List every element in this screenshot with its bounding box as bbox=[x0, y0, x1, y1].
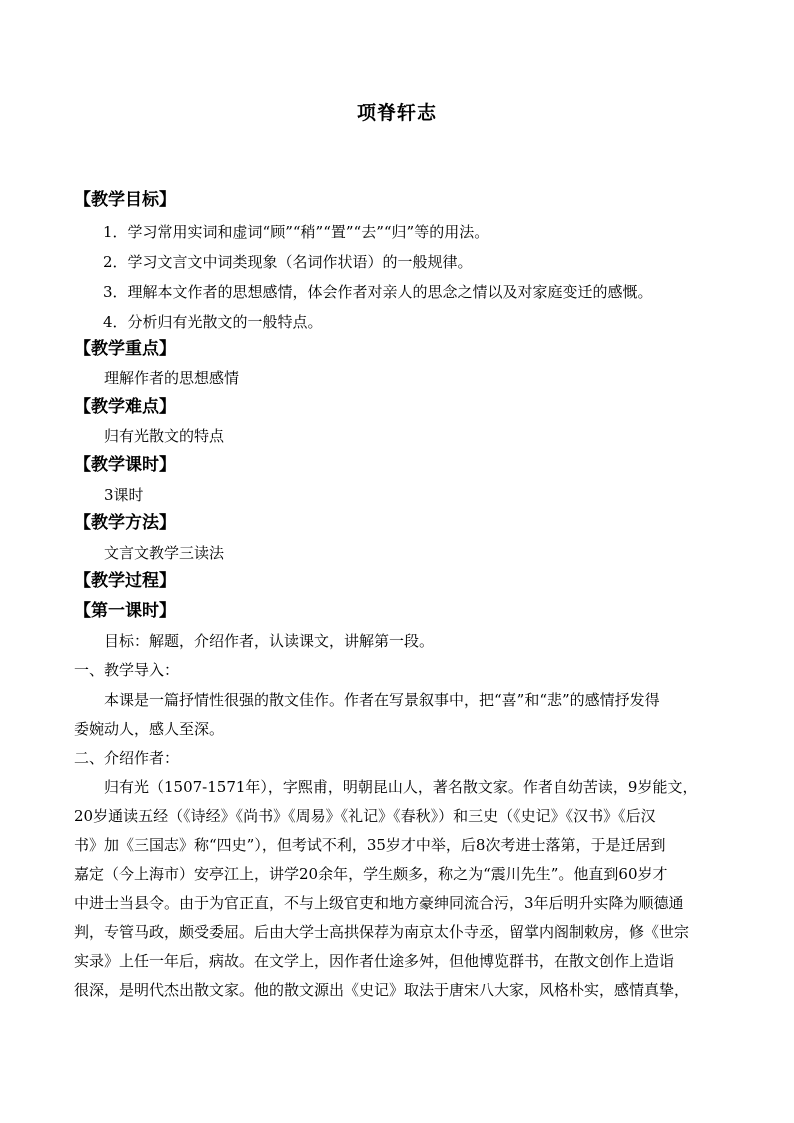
goal-item: 3．理解本文作者的思想感情，体会作者对亲人的思念之情以及对家庭变迁的感慨。 bbox=[103, 283, 653, 301]
author-line: 20岁通读五经（《诗经》《尚书》《周易》《礼记》《春秋》）和三史（《史记》《汉书》《后汉 bbox=[74, 807, 656, 825]
heading-class-hours: 【教学课时】 bbox=[74, 455, 176, 475]
author-line: 实录》上任一年后，病故。在文学上，因作者仕途多舛，但他博览群书，在散文创作上造诣 bbox=[74, 952, 675, 970]
goal-item: 4．分析归有光散文的一般特点。 bbox=[103, 313, 323, 331]
heading-lesson-intro: 一、教学导入： bbox=[74, 661, 180, 679]
page-title: 项脊轩志 bbox=[356, 102, 437, 124]
teaching-method-text: 文言文教学三读法 bbox=[104, 544, 225, 562]
teaching-focus-text: 理解作者的思想感情 bbox=[104, 369, 240, 387]
heading-teaching-process: 【教学过程】 bbox=[74, 571, 176, 591]
heading-teaching-goals: 【教学目标】 bbox=[74, 190, 176, 210]
heading-teaching-difficulty: 【教学难点】 bbox=[74, 397, 176, 417]
heading-teaching-method: 【教学方法】 bbox=[74, 513, 176, 533]
author-line: 很深，是明代杰出散文家。他的散文源出《史记》取法于唐宋八大家，风格朴实，感情真挚， bbox=[74, 981, 690, 999]
first-lesson-goal: 目标：解题，介绍作者，认读课文，讲解第一段。 bbox=[104, 632, 435, 650]
author-line: 嘉定（今上海市）安亭江上，讲学20余年，学生颇多，称之为“震川先生”。他直到60岁才 bbox=[74, 865, 668, 883]
intro-line: 本课是一篇抒情性很强的散文佳作。作者在写景叙事中，把“喜”和“悲”的感情抒发得 bbox=[104, 691, 660, 709]
teaching-difficulty-text: 归有光散文的特点 bbox=[104, 427, 225, 445]
author-line: 归有光（1507-1571年），字熙甫，明朝昆山人，著名散文家。作者自幼苦读，9岁能文， bbox=[104, 778, 698, 796]
goal-item: 2．学习文言文中词类现象（名词作状语）的一般规律。 bbox=[103, 253, 473, 271]
intro-line: 委婉动人，感人至深。 bbox=[74, 720, 225, 738]
author-line: 书》加《三国志》称“四史”），但考试不利，35岁才中举，后8次考进士落第，于是迁居到 bbox=[74, 836, 666, 854]
heading-teaching-focus: 【教学重点】 bbox=[74, 339, 176, 359]
author-line: 判，专管马政，颇受委屈。后由大学士高拱保荐为南京太仆寺丞，留掌内阁制敕房，修《世宗 bbox=[74, 923, 690, 941]
author-line: 中进士当县令。由于为官正直，不与上级官吏和地方豪绅同流合污，3年后明升实降为顺德通 bbox=[74, 894, 684, 912]
goal-item: 1．学习常用实词和虚词“顾”“稍”“置”“去”“归”等的用法。 bbox=[103, 223, 490, 241]
class-hours-text: 3课时 bbox=[104, 486, 144, 504]
heading-first-lesson: 【第一课时】 bbox=[74, 601, 176, 621]
heading-author-intro: 二、介绍作者： bbox=[74, 749, 180, 767]
